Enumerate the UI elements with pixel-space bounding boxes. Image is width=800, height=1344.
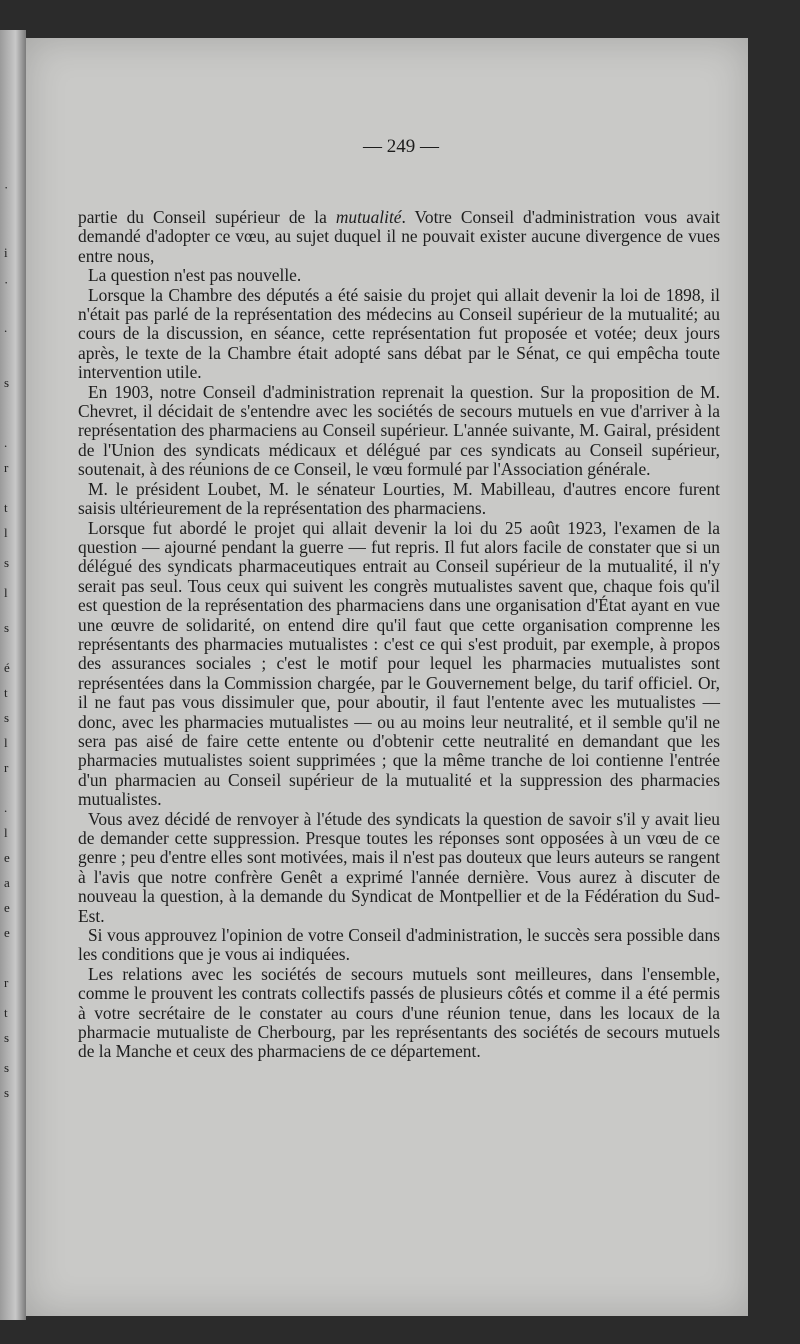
paragraph-text: . Votre Conseil d'administration vous avait demandé d'adopter ce vœu, au sujet duquel il ne pouvait exister aucune divergence de vues entre nous, [78,207,720,266]
paragraph: Lorsque la Chambre des députés a été saisie du projet qui allait devenir la loi de 1898, il n'était pas parlé de la représentation des médecins au Conseil supérieur de la mutualité; au cours de la discussion, en séance, cette représentation fut proposée et votée; deux jours après, le texte de la Chambre était adopté sans débat par le Sénat, ce qui empêcha toute intervention utile. [78,284,720,383]
paragraph: La question n'est pas nouvelle. [88,265,302,286]
paragraph: Les relations avec les sociétés de secours mutuels sont meilleures, dans l'ensemble, comme le prouvent les contrats collectifs passés de plusieurs côtés et comme il a été permis à votre secrétaire de le constater au cours d'une réunion tenue, dans les locaux de la pharmacie mutualiste de Cherbourg, par les représentants des sociétés de secours mutuels de la Manche et ceux des pharmaciens de ce département. [78,963,720,1062]
paragraph: Si vous approuvez l'opinion de votre Conseil d'administration, le succès sera possible dans les conditions que je vous ai indiquées. [78,925,720,965]
paragraph: En 1903, notre Conseil d'administration reprenait la question. Sur la proposition de M. Chevret, il décidait de s'entendre avec les sociétés de secours mutuels en vue d'arriver à la représentation des pharmaciens au Conseil supérieur. L'année suivante, M. Gairal, président de l'Union des syndicats médicaux et délégué par ces syndicats au Conseil supérieur, soutenait, à des réunions de ce Conseil, le vœu formulé par l'Association générale. [78,381,720,480]
paragraph [78,208,720,266]
paragraph: Lorsque fut abordé le projet qui allait devenir la loi du 25 août 1923, l'examen de la question — ajourné pendant la guerre — fut repris. Il fut alors facile de constater que si un délégué des syndicats pharmaceutiques entrait au Conseil supérieur de la mutualité, il n'y serait pas seul. Tous ceux qui suivent les congrès mutualistes savent que, chaque fois qu'il est question de la représentation des pharmaciens dans une organisation d'État ayant en vue une œuvre de solidarité, on entend dire qu'il faut que cette organisation comprenne les représentants des pharmacies mutualistes : c'est ce qui s'est produit, par exemple, à propos des assurances sociales ; c'est le motif pour lequel les pharmacies mutualistes sont représentées dans la Commission chargée, par le Gouvernement belge, du tarif officiel. Or, il ne faut pas vous dissimuler que, pour aboutir, il faut l'entente avec les mutualistes — donc, avec les pharmacies mutualistes — ou au moins leur neutralité, et il semble qu'il ne sera pas aisé de faire cette entente ou d'obtenir cette neutralité en demandant que les pharmacies mutualistes soient supprimées ; que la même tranche de loi contienne l'entrée d'un pharmacien au Conseil supérieur de la mutualité et la suppression des pharmacies mutualistes. [78,517,720,810]
paragraph: M. le président Loubet, M. le sénateur Lourties, M. Mabilleau, d'autres encore furent saisis ultérieurement de la représentation des pharmaciens. [78,478,720,519]
paragraph-text: partie du Conseil supérieur de la [78,207,336,227]
italic-term: mutualité [335,207,402,227]
body-text [78,208,720,1062]
paragraph: Vous avez décidé de renvoyer à l'étude des syndicats la question de savoir s'il y avait lieu de demander cette suppression. Presque toutes les réponses sont opposées à un vœu de ce genre ; peu d'entre elles sont motivées, mais il n'est pas douteux que leurs auteurs se rangent à l'avis que notre confrère Genêt a exprimé l'année dernière. Vous aurez à discuter de nouveau la question, à la demande du Syndicat de Montpellier et de la Fédération du Sud-Est. [78,808,720,926]
adjacent-page-edge [0,30,26,1320]
page-number: — 249 — [363,136,439,157]
book-page [26,38,748,1316]
adjacent-page-letters: · i · . s . r t l s l s é t s l r . l e a e e r t s s s [4,180,10,1100]
